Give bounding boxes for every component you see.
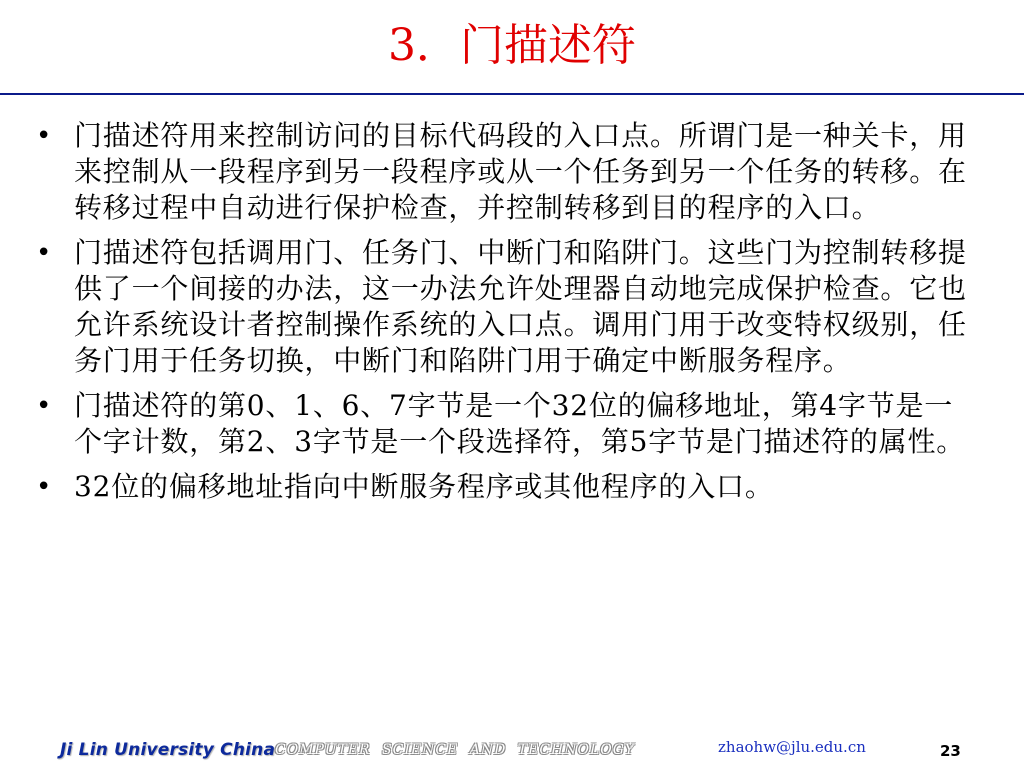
page-number: 23: [940, 742, 961, 760]
bullet-text: 门描述符的第0、1、6、7字节是一个32位的偏移地址，第4字节是一个字计数，第2、3字节是一个段选择符，第5字节是门描述符的属性。: [74, 389, 966, 458]
bullet-marker-icon: •: [36, 121, 53, 151]
bullet-item: [28, 235, 978, 379]
bullet-marker-icon: •: [36, 472, 53, 502]
bullet-item: [28, 118, 978, 226]
title-divider: [0, 93, 1024, 95]
bullet-marker-icon: •: [36, 391, 53, 421]
bullet-text: 32位的偏移地址指向中断服务程序或其他程序的入口。: [74, 470, 774, 503]
bullet-text: 门描述符用来控制访问的目标代码段的入口点。所谓门是一种关卡，用来控制从一段程序到另一段程序或从一个任务到另一个任务的转移。在转移过程中自动进行保护检查，并控制转移到目的程序的入口。: [74, 119, 967, 224]
bullet-text: 门描述符包括调用门、任务门、中断门和陷阱门。这些门为控制转移提供了一个间接的办法，这一办法允许处理器自动地完成保护检查。它也允许系统设计者控制操作系统的入口点。调用门用于改变特权级别，任务门用于任务切换，中断门和陷阱门用于确定中断服务程序。: [74, 236, 967, 377]
bullet-item: [28, 469, 978, 505]
slide-title: 3．门描述符: [388, 20, 636, 71]
author-email: zhaohw@jlu.edu.cn: [718, 738, 866, 756]
bullet-item: [28, 388, 978, 460]
bullet-list: [28, 118, 978, 514]
university-logo-text: Ji Lin University China: [60, 740, 276, 760]
department-text: COMPUTER SCIENCE AND TECHNOLOGY: [275, 742, 635, 758]
slide-footer: [0, 736, 1024, 768]
bullet-marker-icon: •: [36, 238, 53, 268]
